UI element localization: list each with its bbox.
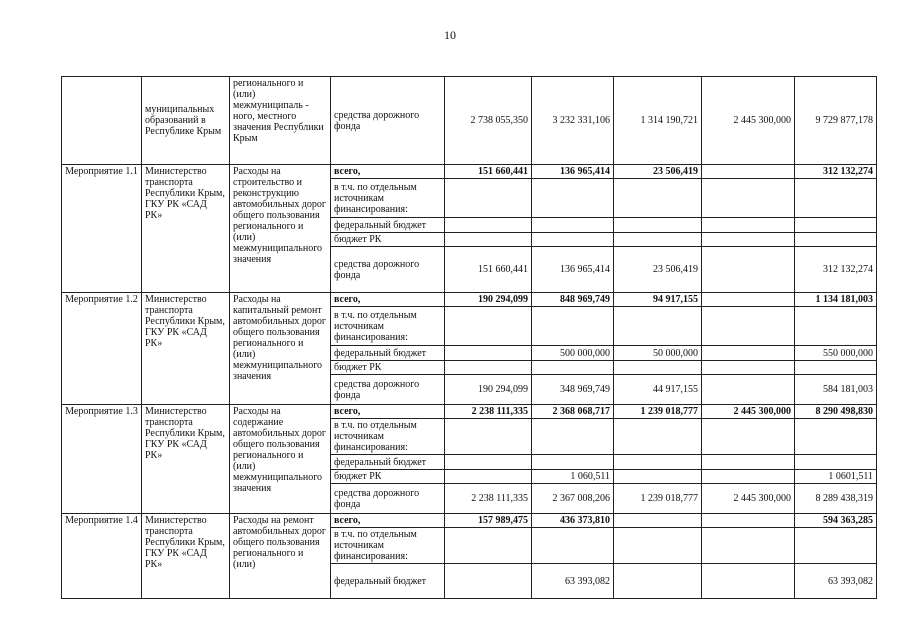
amount-cell: 2 445 300,000 bbox=[702, 77, 795, 165]
amount-cell bbox=[702, 218, 795, 233]
amount-cell: 1 060,511 bbox=[532, 470, 614, 484]
funding-source-cell: средства дорожного фонда bbox=[331, 375, 445, 405]
amount-cell: 2 368 068,717 bbox=[532, 405, 614, 419]
amount-cell bbox=[702, 361, 795, 375]
amount-cell bbox=[445, 307, 532, 346]
amount-cell bbox=[702, 455, 795, 470]
amount-cell: 136 965,414 bbox=[532, 165, 614, 179]
event-name-cell: Расходы на содержание автомобильных дорог общего пользования регионального и (или) межмуниципального значения bbox=[230, 405, 331, 514]
funding-source-cell: бюджет РК bbox=[331, 361, 445, 375]
amount-cell bbox=[614, 419, 702, 455]
event-name-cell: Расходы на ремонт автомобильных дорог общего пользования регионального и (или) bbox=[230, 514, 331, 599]
amount-cell: 1 314 190,721 bbox=[614, 77, 702, 165]
amount-cell: 151 660,441 bbox=[445, 247, 532, 293]
amount-cell: 584 181,003 bbox=[795, 375, 877, 405]
amount-cell: 1 0601,511 bbox=[795, 470, 877, 484]
funding-source-cell: федеральный бюджет bbox=[331, 564, 445, 599]
amount-cell bbox=[614, 455, 702, 470]
amount-cell bbox=[532, 179, 614, 218]
amount-cell bbox=[445, 470, 532, 484]
amount-cell: 348 969,749 bbox=[532, 375, 614, 405]
amount-cell bbox=[702, 293, 795, 307]
amount-cell: 50 000,000 bbox=[614, 346, 702, 361]
amount-cell bbox=[795, 528, 877, 564]
executor-cell: Министерство транспорта Республики Крым, ГКУ РК «САД РК» bbox=[142, 165, 230, 293]
event-name-cell: Расходы на капитальный ремонт автомобильных дорог общего пользования регионального и (или) межмуниципального значения bbox=[230, 293, 331, 405]
funding-source-cell: всего, bbox=[331, 293, 445, 307]
amount-cell bbox=[795, 455, 877, 470]
table-row bbox=[62, 77, 877, 165]
amount-cell bbox=[532, 233, 614, 247]
amount-cell bbox=[795, 218, 877, 233]
amount-cell: 63 393,082 bbox=[532, 564, 614, 599]
amount-cell bbox=[614, 564, 702, 599]
amount-cell bbox=[702, 514, 795, 528]
amount-cell bbox=[795, 361, 877, 375]
funding-source-cell: средства дорожного фонда bbox=[331, 247, 445, 293]
amount-cell bbox=[532, 528, 614, 564]
table-row bbox=[62, 405, 877, 419]
amount-cell bbox=[702, 307, 795, 346]
amount-cell: 848 969,749 bbox=[532, 293, 614, 307]
amount-cell: 436 373,810 bbox=[532, 514, 614, 528]
amount-cell bbox=[795, 419, 877, 455]
table-row bbox=[62, 293, 877, 307]
amount-cell: 8 290 498,830 bbox=[795, 405, 877, 419]
event-label-cell: Мероприятие 1.3 bbox=[62, 405, 142, 514]
funding-source-cell: в т.ч. по отдельным источникам финансирования: bbox=[331, 179, 445, 218]
amount-cell bbox=[445, 346, 532, 361]
executor-cell: Министерство транспорта Республики Крым, ГКУ РК «САД РК» bbox=[142, 514, 230, 599]
amount-cell bbox=[532, 419, 614, 455]
amount-cell: 594 363,285 bbox=[795, 514, 877, 528]
amount-cell: 190 294,099 bbox=[445, 375, 532, 405]
amount-cell: 500 000,000 bbox=[532, 346, 614, 361]
event-cell bbox=[62, 77, 142, 165]
funding-source-cell: федеральный бюджет bbox=[331, 218, 445, 233]
amount-cell bbox=[614, 218, 702, 233]
funding-source-cell: всего, bbox=[331, 514, 445, 528]
funding-source-cell: средства дорожного фонда bbox=[331, 484, 445, 514]
amount-cell bbox=[702, 528, 795, 564]
amount-cell: 9 729 877,178 bbox=[795, 77, 877, 165]
funding-source-cell: федеральный бюджет bbox=[331, 346, 445, 361]
funding-source-cell: бюджет РК bbox=[331, 470, 445, 484]
amount-cell: 1 134 181,003 bbox=[795, 293, 877, 307]
amount-cell bbox=[532, 361, 614, 375]
page-number: 10 bbox=[444, 28, 456, 42]
amount-cell: 151 660,441 bbox=[445, 165, 532, 179]
amount-cell bbox=[445, 528, 532, 564]
amount-cell: 44 917,155 bbox=[614, 375, 702, 405]
table-row bbox=[62, 165, 877, 179]
amount-cell: 23 506,419 bbox=[614, 165, 702, 179]
amount-cell bbox=[702, 346, 795, 361]
amount-cell: 157 989,475 bbox=[445, 514, 532, 528]
amount-cell bbox=[532, 455, 614, 470]
amount-cell bbox=[795, 233, 877, 247]
amount-cell bbox=[795, 179, 877, 218]
amount-cell: 2 367 008,206 bbox=[532, 484, 614, 514]
event-label-cell: Мероприятие 1.1 bbox=[62, 165, 142, 293]
amount-cell: 23 506,419 bbox=[614, 247, 702, 293]
amount-cell bbox=[702, 165, 795, 179]
amount-cell bbox=[795, 307, 877, 346]
amount-cell: 550 000,000 bbox=[795, 346, 877, 361]
funding-source-cell: бюджет РК bbox=[331, 233, 445, 247]
amount-cell: 63 393,082 bbox=[795, 564, 877, 599]
amount-cell bbox=[702, 179, 795, 218]
amount-cell bbox=[445, 179, 532, 218]
event-label-cell: Мероприятие 1.4 bbox=[62, 514, 142, 599]
funding-source-cell: в т.ч. по отдельным источникам финансирования: bbox=[331, 419, 445, 455]
amount-cell: 3 232 331,106 bbox=[532, 77, 614, 165]
amount-cell bbox=[445, 419, 532, 455]
amount-cell bbox=[702, 564, 795, 599]
amount-cell bbox=[445, 564, 532, 599]
event-name-cell: регионального и (или) межмуниципаль - ного, местного значения Республики Крым bbox=[230, 77, 331, 165]
amount-cell bbox=[614, 528, 702, 564]
amount-cell: 2 445 300,000 bbox=[702, 405, 795, 419]
amount-cell bbox=[614, 233, 702, 247]
amount-cell bbox=[614, 307, 702, 346]
executor-cell: Министерство транспорта Республики Крым, ГКУ РК «САД РК» bbox=[142, 293, 230, 405]
amount-cell: 8 289 438,319 bbox=[795, 484, 877, 514]
amount-cell bbox=[445, 233, 532, 247]
budget-table bbox=[61, 76, 877, 599]
funding-source-cell: всего, bbox=[331, 405, 445, 419]
funding-source-cell: в т.ч. по отдельным источникам финансирования: bbox=[331, 528, 445, 564]
amount-cell bbox=[702, 419, 795, 455]
amount-cell bbox=[614, 470, 702, 484]
amount-cell bbox=[532, 218, 614, 233]
funding-source-cell: федеральный бюджет bbox=[331, 455, 445, 470]
amount-cell: 1 239 018,777 bbox=[614, 405, 702, 419]
amount-cell: 190 294,099 bbox=[445, 293, 532, 307]
funding-source-cell: в т.ч. по отдельным источникам финансирования: bbox=[331, 307, 445, 346]
amount-cell bbox=[702, 470, 795, 484]
amount-cell bbox=[532, 307, 614, 346]
funding-source-cell: всего, bbox=[331, 165, 445, 179]
amount-cell: 2 445 300,000 bbox=[702, 484, 795, 514]
amount-cell: 136 965,414 bbox=[532, 247, 614, 293]
amount-cell bbox=[445, 361, 532, 375]
table-row bbox=[62, 514, 877, 528]
amount-cell: 2 738 055,350 bbox=[445, 77, 532, 165]
executor-cell: муниципальных образований в Республике Крым bbox=[142, 77, 230, 165]
amount-cell bbox=[614, 361, 702, 375]
amount-cell bbox=[702, 375, 795, 405]
amount-cell bbox=[445, 218, 532, 233]
funding-source-cell: средства дорожного фонда bbox=[331, 77, 445, 165]
event-label-cell: Мероприятие 1.2 bbox=[62, 293, 142, 405]
amount-cell bbox=[702, 233, 795, 247]
amount-cell: 312 132,274 bbox=[795, 165, 877, 179]
amount-cell bbox=[445, 455, 532, 470]
event-name-cell: Расходы на строительство и реконструкцию автомобильных дорог общего пользования регионального и (или) межмуниципального значения bbox=[230, 165, 331, 293]
amount-cell bbox=[614, 514, 702, 528]
amount-cell: 94 917,155 bbox=[614, 293, 702, 307]
amount-cell: 2 238 111,335 bbox=[445, 405, 532, 419]
executor-cell: Министерство транспорта Республики Крым, ГКУ РК «САД РК» bbox=[142, 405, 230, 514]
amount-cell: 2 238 111,335 bbox=[445, 484, 532, 514]
amount-cell: 1 239 018,777 bbox=[614, 484, 702, 514]
amount-cell bbox=[702, 247, 795, 293]
amount-cell: 312 132,274 bbox=[795, 247, 877, 293]
amount-cell bbox=[614, 179, 702, 218]
